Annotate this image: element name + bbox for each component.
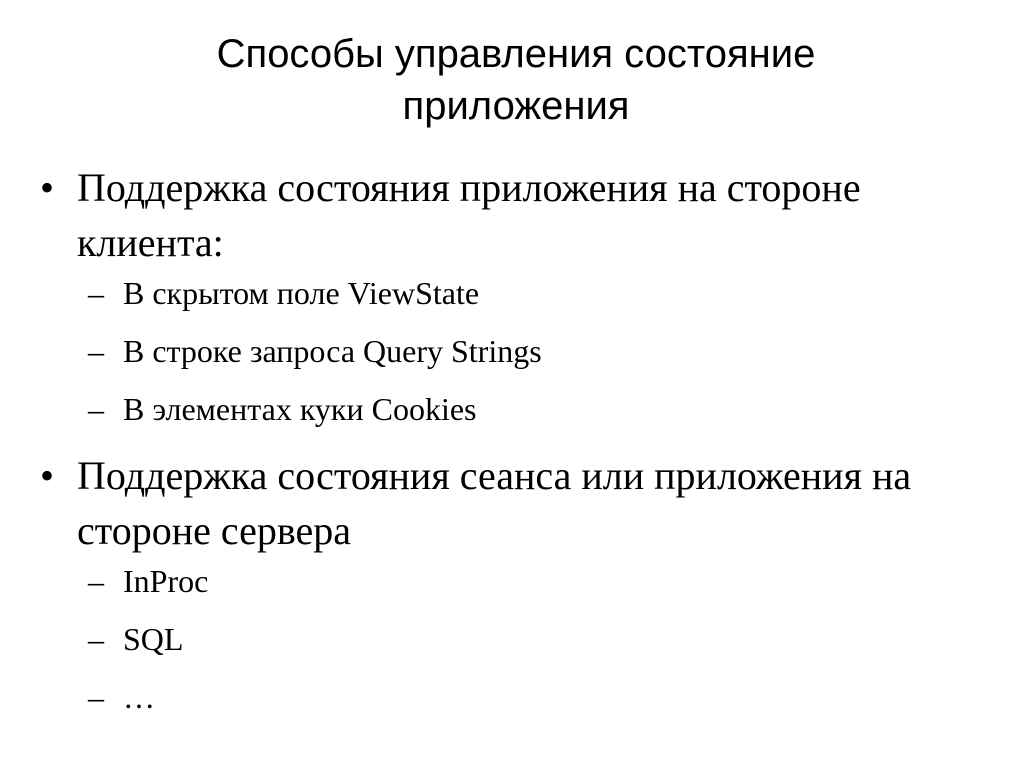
bullet-text: Поддержка состояния приложения на стороне клиента:	[77, 165, 861, 265]
dash-marker: –	[88, 391, 104, 427]
dash-marker: –	[88, 621, 104, 657]
sub-item-text: InProc	[123, 563, 209, 599]
dash-marker: –	[88, 275, 104, 311]
sub-item	[40, 620, 980, 658]
bullet-item	[40, 160, 980, 270]
sub-item	[40, 390, 980, 428]
sub-list	[40, 562, 980, 716]
sub-item-text: В элементах куки Cookies	[123, 391, 477, 427]
bullet-text: Поддержка состояния сеанса или приложения на стороне сервера	[77, 453, 912, 553]
sub-item-text: …	[123, 679, 155, 715]
bullet-item	[40, 448, 980, 558]
sub-item	[40, 274, 980, 312]
sub-item-text: В строке запроса Query Strings	[123, 333, 542, 369]
bullet-marker: •	[40, 453, 55, 498]
slide-title: Способы управления состояние приложения	[216, 32, 816, 128]
dash-marker: –	[88, 563, 104, 599]
bullet-marker: •	[40, 165, 55, 210]
sub-item-text: В скрытом поле ViewState	[123, 275, 480, 311]
slide-content	[40, 160, 980, 736]
dash-marker: –	[88, 679, 104, 715]
sub-item	[40, 562, 980, 600]
sub-item	[40, 678, 980, 716]
dash-marker: –	[88, 333, 104, 369]
sub-list	[40, 274, 980, 428]
sub-item-text: SQL	[123, 621, 184, 657]
sub-item	[40, 332, 980, 370]
